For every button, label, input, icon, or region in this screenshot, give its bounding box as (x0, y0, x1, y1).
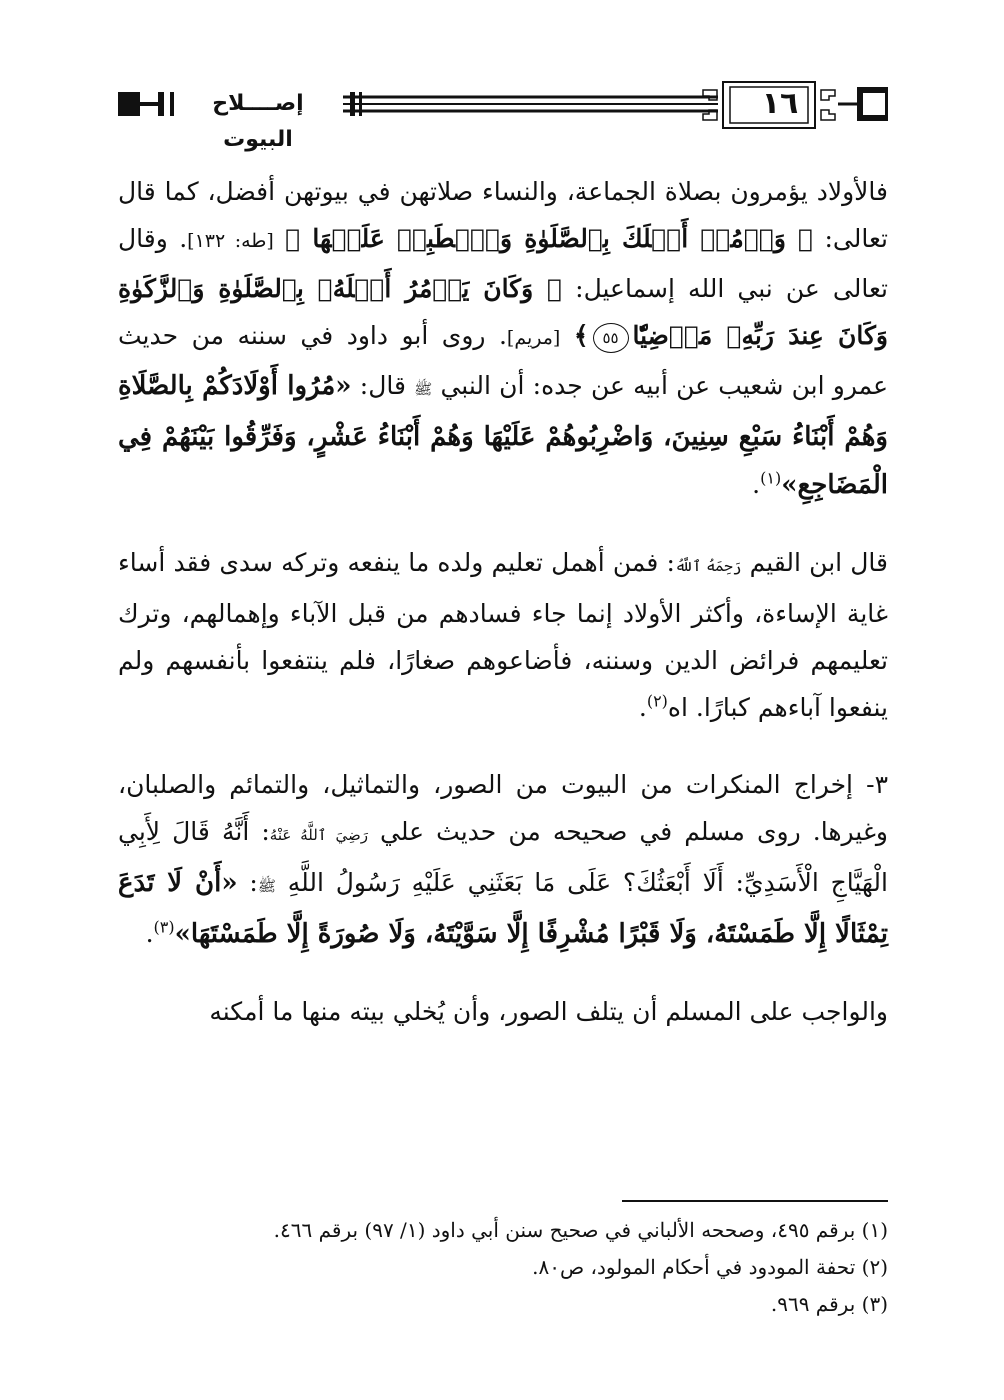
text: : فمن أهمل تعليم ولده ما ينفعه وتركه سدى فقد أساء غاية الإساءة، وأكثر الأولاد إنما جاء فسادهم من قبل الآباء وإهمالهم، وترك تعليمهم فرائض الدين وسننه، فأضاعوهم صغارًا، فلم ينتفعوا بأنفسهم ولم ينفعوا آباءهم كبارًا. اه (118, 548, 888, 722)
paragraph-1 (118, 168, 888, 509)
text: قال: (351, 371, 415, 400)
ayah-number-marker: ٥٥ (593, 323, 629, 353)
text: ٣- إخراج المنكرات من البيوت من الصور، والتماثيل، والتمائم والصلبان، وغيرها. روى مسلم في صحيحه من حديث علي (118, 770, 888, 846)
quran-verse: ﴿ وَكَانَ يَأۡمُرُ أَهۡلَهُۥ بِٱلصَّلَوٰةِ وَٱلزَّكَوٰةِ وَكَانَ عِندَ رَبِّهِۦ مَرۡضِيّٗا (118, 274, 888, 350)
page-number: ١٦ (761, 86, 799, 121)
paragraph-gap (118, 958, 888, 988)
footnote-ref: (٢) (646, 691, 668, 711)
quran-bracket: ﴾ (573, 321, 589, 350)
text: قال ابن القيم (741, 548, 889, 577)
text: : (237, 868, 258, 897)
page-body (118, 168, 888, 1035)
honorific: رَضِيَ ٱللَّهُ عَنْهُ (269, 826, 368, 844)
hadith-text: «مُرُوا أَوْلَادَكُمْ بِالصَّلَاةِ وَهُمْ أَبْنَاءُ سَبْعِ سِنِينَ، وَاضْرِبُوهُمْ عَلَيْهَا وَهُمْ أَبْنَاءُ عَشْرٍ، وَفَرِّقُوا بَيْنَهُمْ فِي الْمَضَاجِعِ» (118, 371, 888, 500)
text: فالأولاد يؤمرون بصلاة الجماعة، والنساء صلاتهن في بيوتهن أفضل، كما قال تعالى: (118, 177, 888, 253)
footnote-1: (١) برقم ٤٩٥، وصححه الألباني في صحيح سنن أبي داود (١/ ٩٧) برقم ٤٦٦. (273, 1218, 888, 1242)
verse-reference: [مريم] (506, 327, 561, 349)
text: والواجب على المسلم أن يتلف الصور، وأن يُخلي بيته منها ما أمكنه (209, 997, 888, 1026)
honorific: ﷺ (414, 380, 433, 398)
honorific: رَحِمَهُ ٱللَّهُ (674, 557, 742, 575)
footnote-3: (٣) برقم ٩٦٩. (770, 1292, 888, 1316)
text: . (638, 693, 647, 722)
paragraph-gap (118, 509, 888, 539)
hadith-text: «أَنْ لَا تَدَعَ تِمْثَالًا إِلَّا طَمَسْتَهُ، وَلَا قَبْرًا مُشْرِفًا إِلَّا سَوَّيْتَهُ، وَلَا صُورَةً إِلَّا طَمَسْتَهَا» (118, 868, 888, 949)
quran-verse: ﴿ وَأۡمُرۡ أَهۡلَكَ بِٱلصَّلَوٰةِ وَٱصۡطَبِرۡ عَلَيۡهَا ﴾ (285, 224, 814, 253)
footnote-separator (622, 1200, 888, 1202)
text: . روى أبو داود في سننه من حديث عمرو ابن شعيب عن أبيه عن جده: أن النبي (118, 321, 888, 400)
text: . (145, 919, 154, 948)
footnote-ref: (١) (760, 468, 782, 488)
text: : أَنَّهُ قَالَ لِأَبِي الْهَيَّاجِ الْأَسَدِيِّ: أَلَا أَبْعَثُكَ؟ عَلَى مَا بَعَثَنِي عَلَيْهِ رَسُولُ اللَّهِ (118, 817, 888, 897)
text: . (752, 470, 761, 499)
paragraph-3 (118, 761, 888, 958)
paragraph-4 (118, 988, 888, 1035)
verse-reference: [طه: ١٣٢] (187, 230, 274, 252)
book-title: إصــــلاح البيوت (178, 86, 338, 122)
honorific: ﷺ (257, 877, 276, 895)
footnote-ref: (٣) (153, 917, 175, 937)
text: . وقال تعالى عن نبي الله إسماعيل: (118, 224, 888, 303)
paragraph-2 (118, 539, 888, 731)
paragraph-gap (118, 731, 888, 761)
footnotes (118, 1212, 888, 1323)
footnote-2: (٢) تحفة المودود في أحكام المولود، ص٨٠. (532, 1255, 888, 1279)
